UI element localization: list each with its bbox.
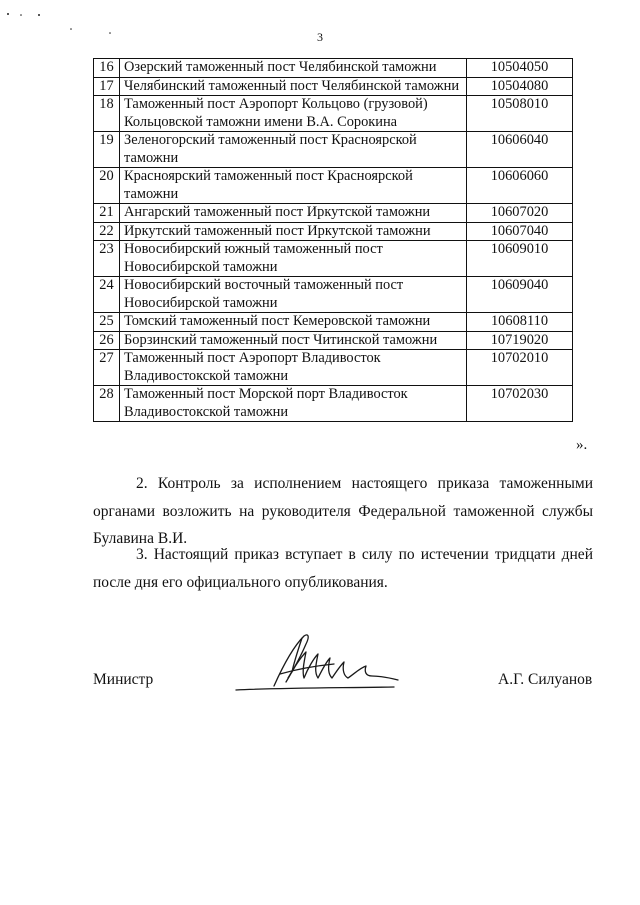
table-row [94, 386, 573, 422]
row-number: 19 [94, 132, 120, 168]
customs-post-name: Борзинский таможенный пост Читинской таможни [120, 331, 467, 350]
customs-post-name: Новосибирский южный таможенный пост Новосибирской таможни [120, 241, 467, 277]
customs-post-code: 10719020 [467, 331, 573, 350]
customs-post-code: 10606040 [467, 132, 573, 168]
customs-post-code: 10609040 [467, 277, 573, 313]
row-number: 21 [94, 204, 120, 223]
row-number: 23 [94, 241, 120, 277]
customs-post-code: 10607020 [467, 204, 573, 223]
table-row [94, 59, 573, 78]
customs-post-name: Озерский таможенный пост Челябинской таможни [120, 59, 467, 78]
row-number: 20 [94, 168, 120, 204]
closing-quote: ». [576, 437, 588, 453]
row-number: 18 [94, 96, 120, 132]
customs-post-name: Ангарский таможенный пост Иркутской таможни [120, 204, 467, 223]
table-row [94, 313, 573, 332]
row-number: 27 [94, 350, 120, 386]
row-number: 26 [94, 331, 120, 350]
customs-post-code: 10702010 [467, 350, 573, 386]
table-row [94, 77, 573, 96]
table-row [94, 168, 573, 204]
row-number: 22 [94, 222, 120, 241]
customs-posts-table [93, 58, 573, 422]
table-row [94, 277, 573, 313]
table-row [94, 204, 573, 223]
row-number: 28 [94, 386, 120, 422]
customs-post-code: 10606060 [467, 168, 573, 204]
customs-post-code: 10504080 [467, 77, 573, 96]
customs-post-name: Таможенный пост Аэропорт Кольцово (грузовой) Кольцовской таможни имени В.А. Сорокина [120, 96, 467, 132]
table-row [94, 241, 573, 277]
customs-post-code: 10608110 [467, 313, 573, 332]
customs-post-code: 10702030 [467, 386, 573, 422]
page-number: 3 [317, 30, 323, 44]
signer-name: А.Г. Силуанов [498, 671, 593, 688]
customs-post-name: Иркутский таможенный пост Иркутской таможни [120, 222, 467, 241]
paragraph-2: 2. Контроль за исполнением настоящего приказа таможенными органами возложить на руководителя Федеральной таможенной службы Булавина В.И. [93, 475, 593, 547]
customs-post-name: Таможенный пост Морской порт Владивосток Владивостокской таможни [120, 386, 467, 422]
customs-post-code: 10504050 [467, 59, 573, 78]
customs-post-code: 10607040 [467, 222, 573, 241]
table-row [94, 222, 573, 241]
table-row [94, 132, 573, 168]
customs-post-name: Красноярский таможенный пост Красноярской таможни [120, 168, 467, 204]
customs-post-name: Таможенный пост Аэропорт Владивосток Владивостокской таможни [120, 350, 467, 386]
row-number: 16 [94, 59, 120, 78]
customs-post-name: Томский таможенный пост Кемеровской таможни [120, 313, 467, 332]
customs-post-name: Челябинский таможенный пост Челябинской таможни [120, 77, 467, 96]
table-row [94, 350, 573, 386]
row-number: 25 [94, 313, 120, 332]
customs-post-code: 10508010 [467, 96, 573, 132]
customs-post-name: Зеленогорский таможенный пост Красноярской таможни [120, 132, 467, 168]
paragraph-3: 3. Настоящий приказ вступает в силу по истечении тридцати дней после дня его официального опубликования. [93, 546, 593, 591]
signature-image [234, 628, 409, 698]
table-row [94, 331, 573, 350]
customs-post-name: Новосибирский восточный таможенный пост Новосибирской таможни [120, 277, 467, 313]
customs-post-code: 10609010 [467, 241, 573, 277]
signer-title: Министр [93, 671, 154, 688]
row-number: 17 [94, 77, 120, 96]
row-number: 24 [94, 277, 120, 313]
table-row [94, 96, 573, 132]
